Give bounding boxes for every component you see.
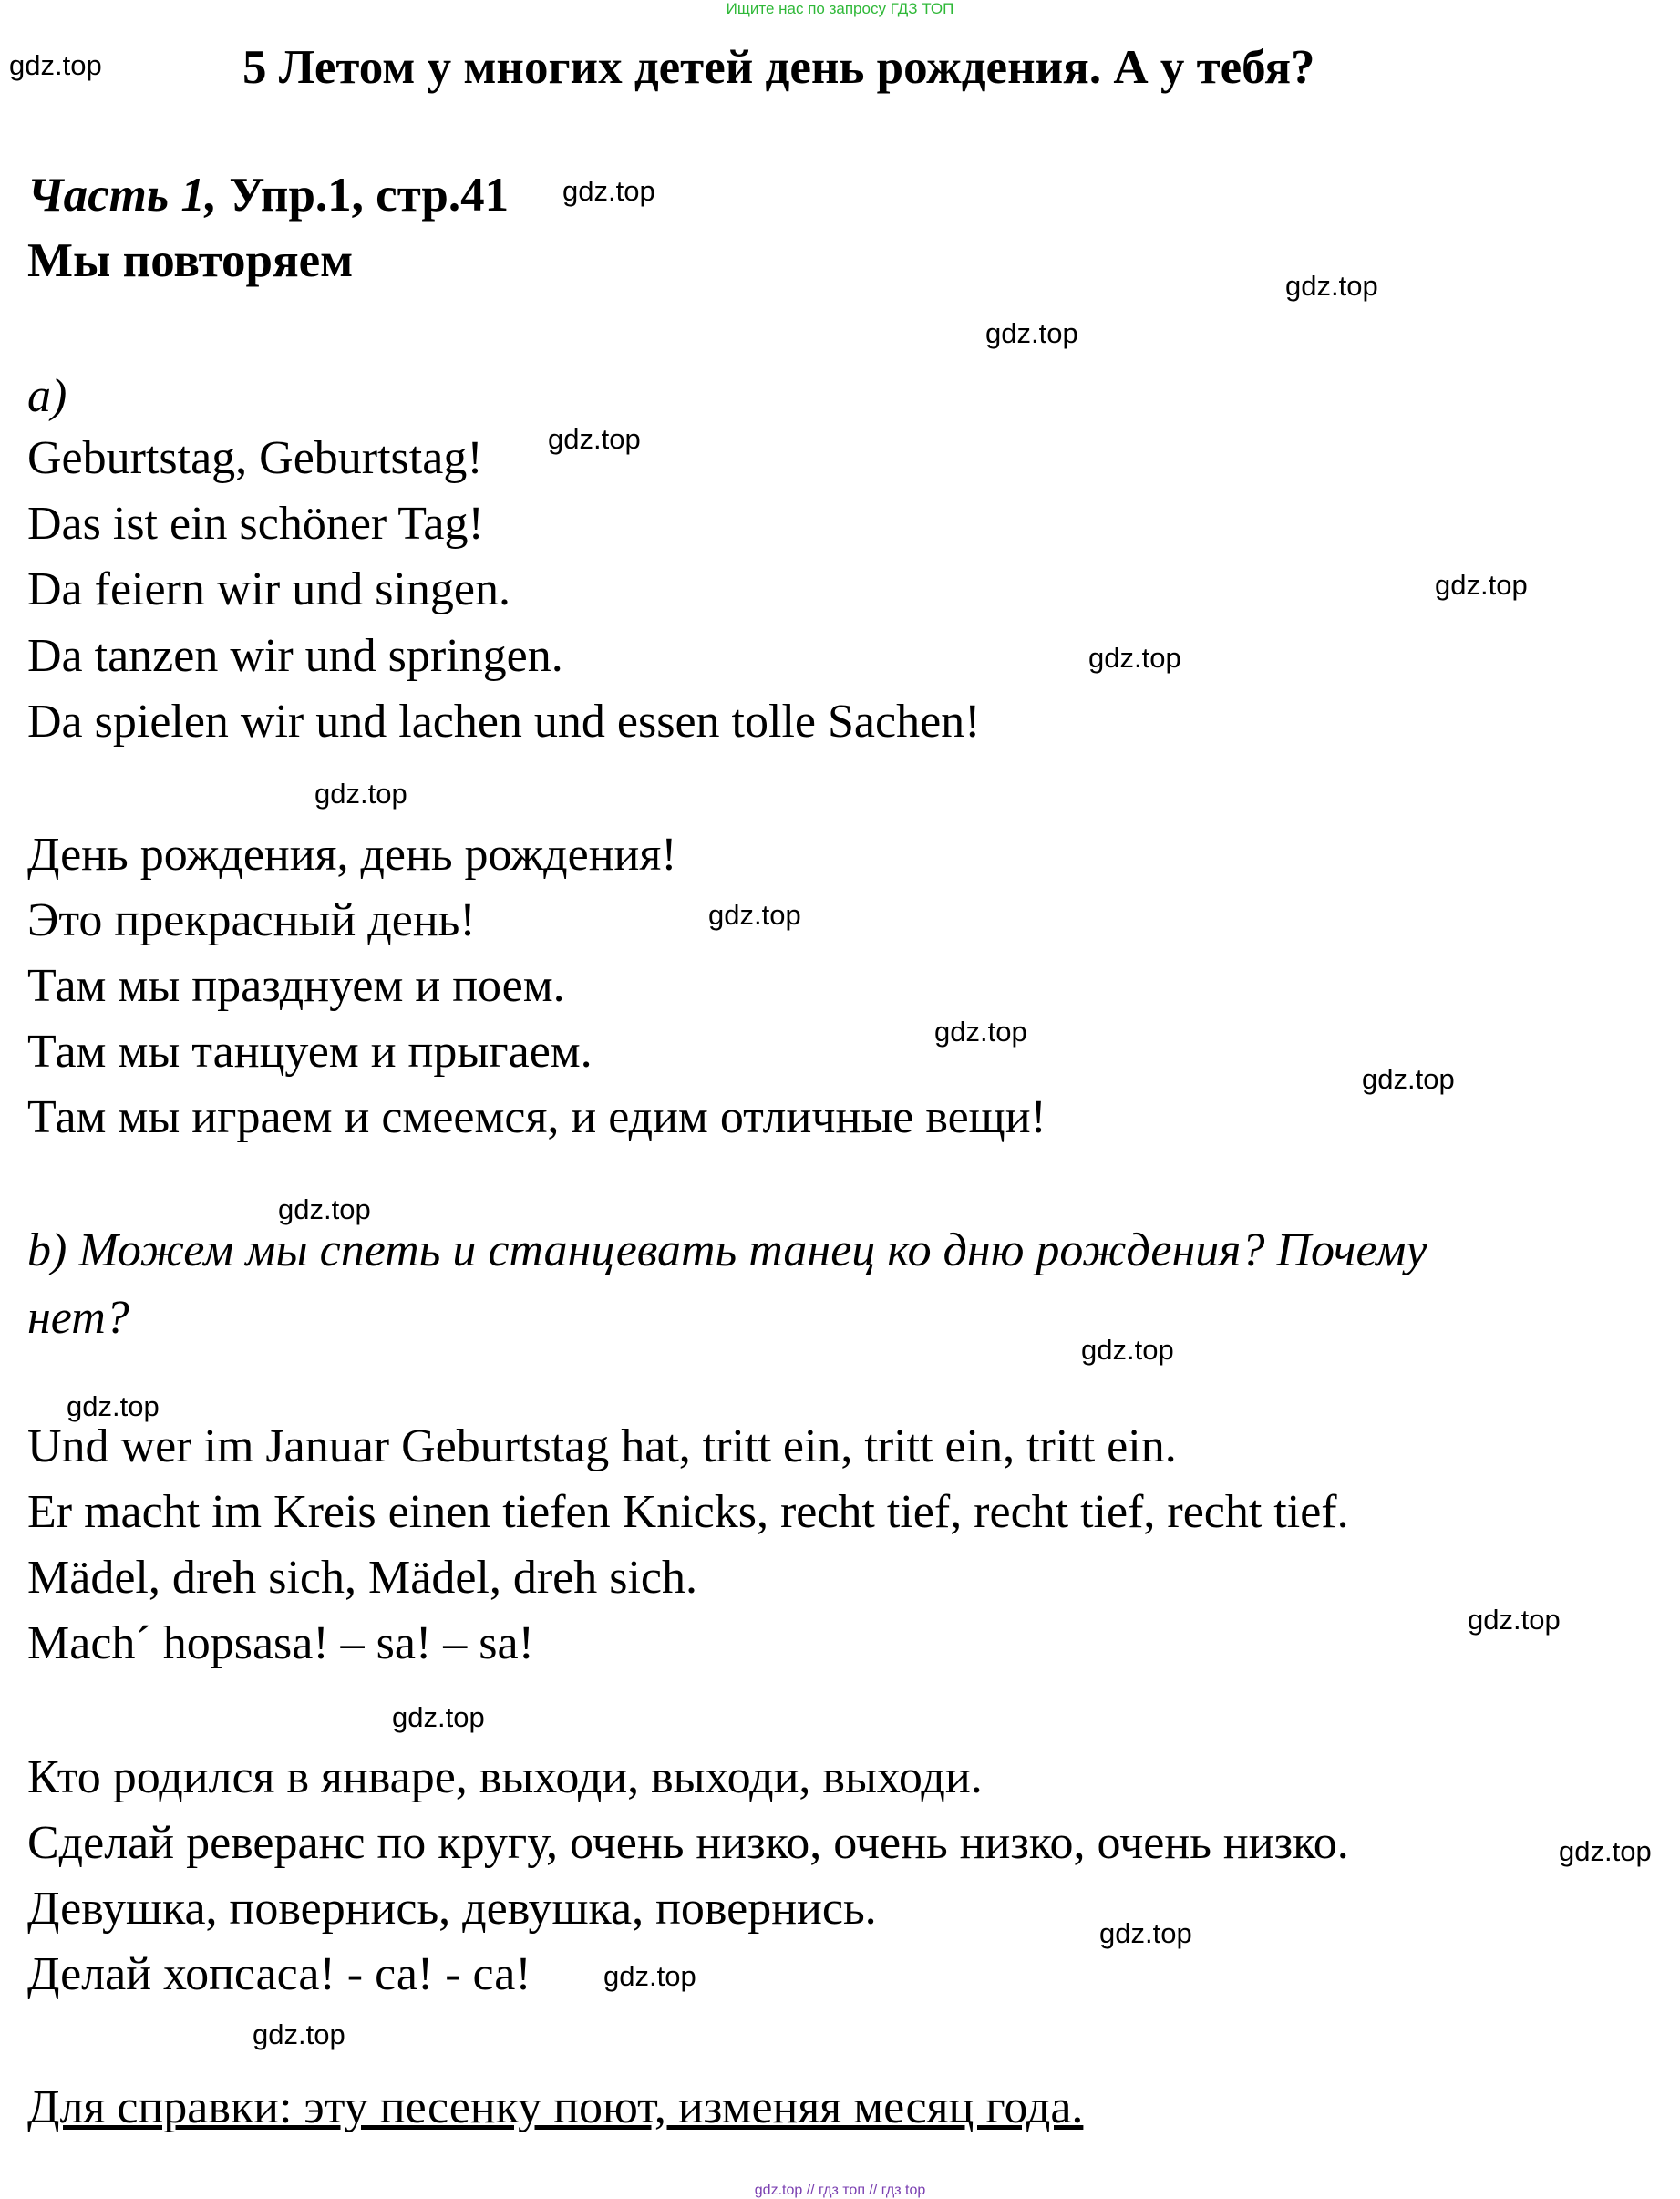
watermark: gdz.top	[1285, 270, 1378, 302]
russian-line: Это прекрасный день!	[27, 894, 476, 946]
russian-line: Делай хопсаса! - са! - са!	[27, 1948, 531, 2000]
german-line: Da spielen wir und lachen und essen tolle Sachen!	[27, 696, 981, 748]
russian-line: Там мы танцуем и прыгаем.	[27, 1026, 593, 1078]
russian-line: Сделай реверанс по кругу, очень низко, очень низко, очень низко.	[27, 1817, 1349, 1869]
watermark: gdz.top	[392, 1701, 485, 1733]
watermark: gdz.top	[1099, 1917, 1192, 1949]
subtitle: Мы повторяем	[27, 234, 354, 287]
german-line: Mädel, dreh sich, Mädel, dreh sich.	[27, 1552, 698, 1604]
footer: gdz.top // гдз топ // гдз top	[754, 2183, 926, 2198]
watermark: gdz.top	[9, 49, 102, 81]
russian-line: Там мы празднуем и поем.	[27, 960, 565, 1012]
reference-note: Для справки: эту песенку поют, изменяя месяц года.	[27, 2081, 1084, 2133]
watermark: gdz.top	[708, 899, 801, 931]
german-line: Da tanzen wir und springen.	[27, 630, 563, 682]
russian-line: Там мы играем и смеемся, и едим отличные вещи!	[27, 1091, 1046, 1143]
section-b-question-cont: нет?	[27, 1292, 129, 1344]
watermark: gdz.top	[934, 1016, 1027, 1048]
watermark: gdz.top	[67, 1390, 160, 1422]
watermark: gdz.top	[314, 778, 407, 810]
russian-line: Кто родился в январе, выходи, выходи, выходи.	[27, 1751, 983, 1803]
watermark: gdz.top	[253, 2018, 345, 2050]
exercise-label: Упр.1, стр.41	[217, 169, 510, 222]
exercise-heading	[27, 168, 509, 222]
watermark: gdz.top	[1468, 1604, 1561, 1636]
watermark: gdz.top	[548, 423, 641, 455]
watermark: gdz.top	[603, 1960, 696, 1992]
russian-line: День рождения, день рождения!	[27, 829, 677, 881]
watermark: gdz.top	[278, 1193, 371, 1225]
watermark: gdz.top	[1362, 1063, 1455, 1095]
german-line: Mach´ hopsasa! – sa! – sa!	[27, 1617, 534, 1669]
page-title: 5 Летом у многих детей день рождения. А у тебя?	[242, 41, 1315, 94]
german-line: Geburtstag, Geburtstag!	[27, 432, 483, 484]
german-line: Das ist ein schöner Tag!	[27, 498, 484, 550]
section-b-question: b) Можем мы спеть и станцевать танец ко дню рождения? Почему	[27, 1224, 1427, 1276]
german-line: Er macht im Kreis einen tiefen Knicks, recht tief, recht tief, recht tief.	[27, 1486, 1349, 1538]
watermark: gdz.top	[985, 317, 1078, 349]
watermark: gdz.top	[1081, 1334, 1174, 1366]
part-label: Часть 1,	[27, 169, 218, 222]
watermark: gdz.top	[1559, 1835, 1652, 1867]
watermark: gdz.top	[1088, 642, 1181, 674]
watermark: gdz.top	[1435, 569, 1528, 601]
german-line: Da feiern wir und singen.	[27, 563, 510, 615]
section-a-label: a)	[27, 370, 67, 422]
russian-line: Девушка, повернись, девушка, повернись.	[27, 1883, 877, 1935]
watermark: gdz.top	[562, 175, 655, 207]
german-line: Und wer im Januar Geburtstag hat, tritt ein, tritt ein, tritt ein.	[27, 1420, 1177, 1472]
top-banner: Ищите нас по запросу ГДЗ ТОП	[726, 0, 954, 17]
